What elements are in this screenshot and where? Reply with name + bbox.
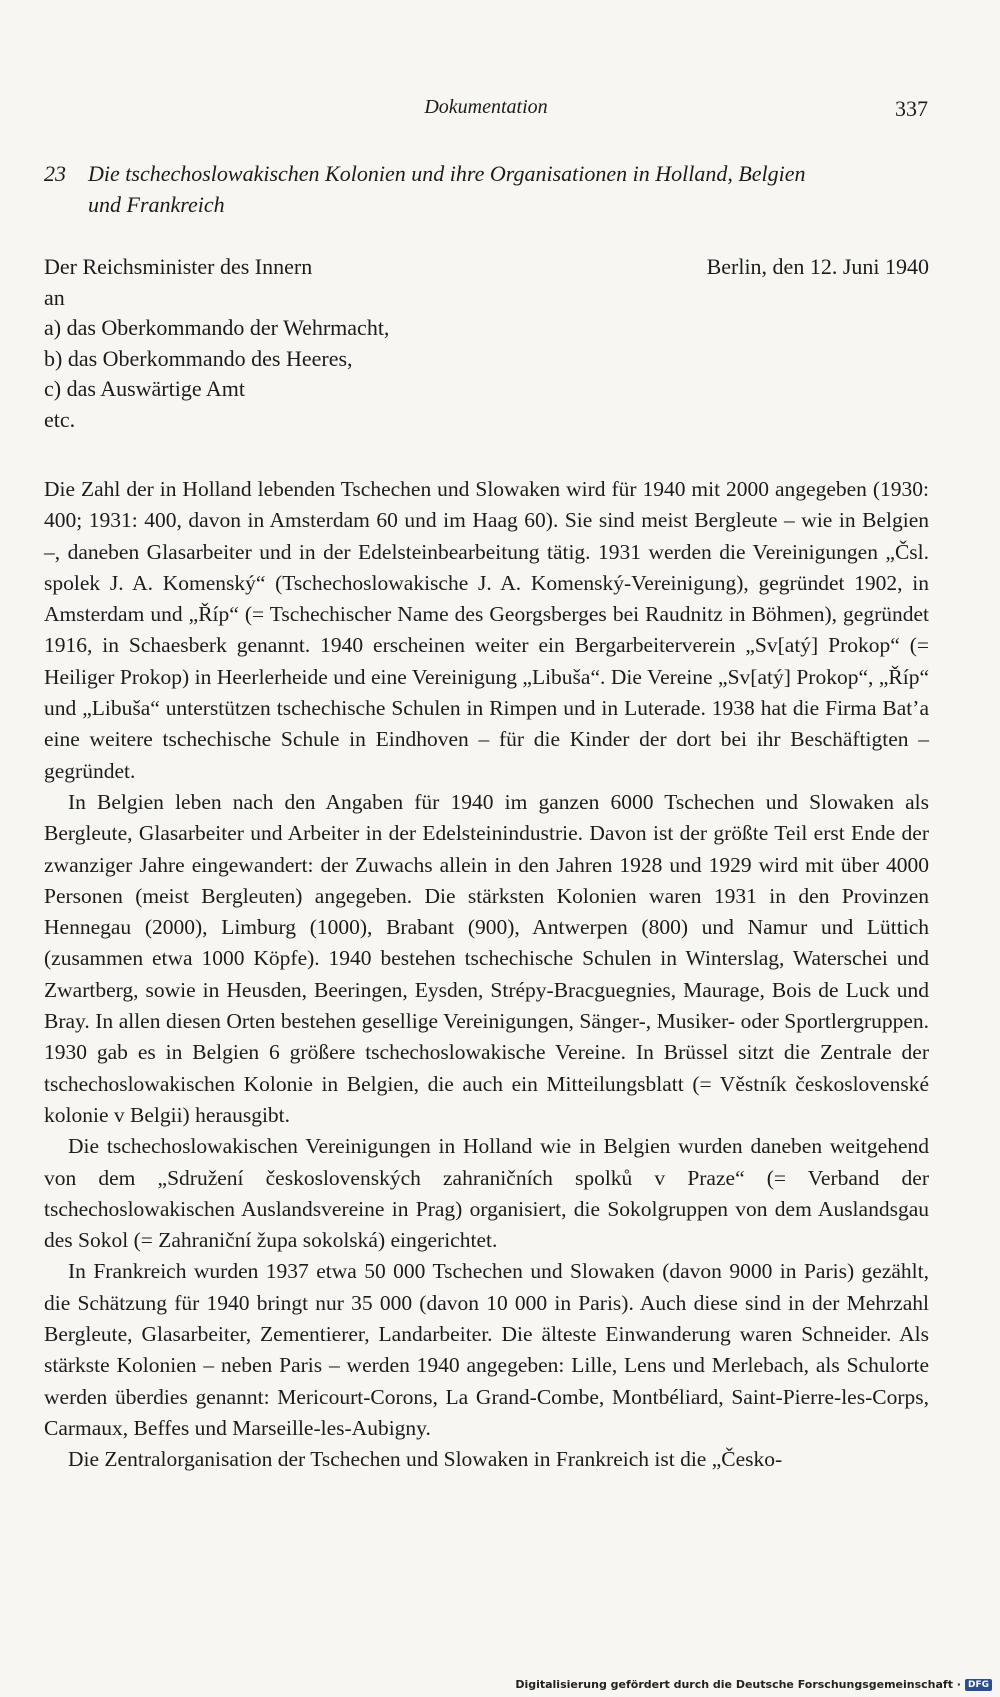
addressee-intro: an [44, 284, 65, 310]
paragraph-holland: Die Zahl der in Holland lebenden Tschechen und Slowaken wird für 1940 mit 2000 angegeben (1930: 400; 1931: 400, davon in Amsterdam 60 und im Haag 60). Sie sind meist Bergleute – wie in Belgien –, daneben Glasarbeiter und in der Edelsteinbearbeitung tätig. 1931 werden die Vereinigungen „Čsl. spolek J. A. Komenský“ (Tschechoslowakische J. A. Komenský-Vereinigung), gegründet 1902, in Amsterdam und „Říp“ (= Tschechischer Name des Georgsberges bei Raudnitz in Böhmen), gegründet 1916, in Schaesberk genannt. 1940 erscheinen weiter ein Bergarbeiterverein „Sv[atý] Prokop“ (= Heiliger Prokop) in Heerlerheide und eine Vereinigung „Libuša“. Die Vereine „Sv[atý] Prokop“, „Říp“ und „Libuša“ unterstützen tschechische Schulen in Rimpen und in Luterade. 1938 hat die Firma Bat’a eine weitere tschechische Schule in Eindhoven – für die Kinder der dort bei ihr Beschäftigten – gegründet. [44, 477, 929, 783]
sender-row [44, 252, 929, 283]
paragraph-vereinigungen: Die tschechoslowakischen Vereinigungen in Holland wie in Belgien wurden daneben weitgehend von dem „Sdružení československých zahraničních spolků v Praze“ (= Verband der tschechoslowakischen Auslandsvereine in Prag) organisiert, die Sokolgruppen von dem Auslandsgau des Sokol (= Zahraniční župa sokolská) eingerichtet. [44, 1134, 929, 1253]
running-title: Dokumentation [424, 96, 548, 118]
running-head [44, 96, 928, 126]
credit-text: Digitalisierung gefördert durch die Deutsche Forschungsgemeinschaft · [515, 1678, 961, 1691]
digitization-credit [515, 1678, 992, 1691]
letter-header [44, 252, 929, 435]
document-number: 23 [44, 161, 66, 186]
recipient-c: c) das Auswärtige Amt [44, 376, 246, 401]
body-text [44, 474, 929, 1476]
paragraph-belgien: In Belgien leben nach den Angaben für 1940 im ganzen 6000 Tschechen und Slowaken als Bergleute, Glasarbeiter und Arbeiter in der Edelsteinindustrie. Davon ist der größte Teil erst Ende der zwanziger Jahre eingewandert: der Zuwachs allein in den Jahren 1928 und 1929 wird mit über 4000 Personen (meist Bergleuten) angegeben. Die stärksten Kolonien waren 1931 in den Provinzen Hennegau (2000), Limburg (1000), Brabant (900), Antwerpen (800) und Namur und Lüttich (zusammen etwa 1000 Köpfe). 1940 bestehen tschechische Schulen in Winterslag, Waterschei und Zwartberg, sowie in Heusden, Beeringen, Eysden, Strépy-Bracguegnies, Maurage, Bois de Luck und Bray. In allen diesen Orten bestehen gesellige Vereinigungen, Sänger-, Musiker- oder Sportlergruppen. 1930 gab es in Belgien 6 größere tschechoslowakische Vereine. In Brüssel sitzt die Zentrale der tschechoslowakischen Kolonie in Belgien, die auch ein Mitteilungsblatt (= Věstník československé kolonie v Belgii) herausgibt. [44, 789, 929, 1127]
recipient-b: b) das Oberkommando des Heeres, [44, 345, 353, 371]
document-heading [44, 158, 929, 220]
recipient-etc: etc. [44, 406, 76, 432]
page-number: 337 [895, 96, 928, 121]
paragraph-zentralorganisation: Die Zentralorganisation der Tschechen und Slowaken in Frankreich ist die „Česko- [68, 1447, 783, 1472]
dfg-logo-icon: DFG [965, 1679, 992, 1691]
sender: Der Reichsminister des Innern [44, 254, 313, 279]
recipient-a: a) das Oberkommando der Wehrmacht, [44, 315, 390, 340]
place-date: Berlin, den 12. Juni 1940 [706, 254, 929, 279]
paragraph-frankreich: In Frankreich wurden 1937 etwa 50 000 Tschechen und Slowaken (davon 9000 in Paris) gezählt, die Schätzung für 1940 bringt nur 35 000 (davon 10 000 in Paris). Auch diese sind in der Mehrzahl Bergleute, Glasarbeiter, Zementierer, Landarbeiter. Die älteste Einwanderung waren Schneider. Als stärkste Kolonien – neben Paris – werden 1940 angegeben: Lille, Lens und Merlebach, als Schulorte werden überdies genannt: Mericourt-Corons, La Grand-Combe, Montbéliard, Saint-Pierre-les-Corps, Carmaux, Beffes und Marseille-les-Aubigny. [44, 1259, 929, 1440]
document-title-line-1: Die tschechoslowakischen Kolonien und ihre Organisationen in Holland, Belgien [88, 161, 806, 186]
document-title-line-2: und Frankreich [88, 192, 225, 217]
